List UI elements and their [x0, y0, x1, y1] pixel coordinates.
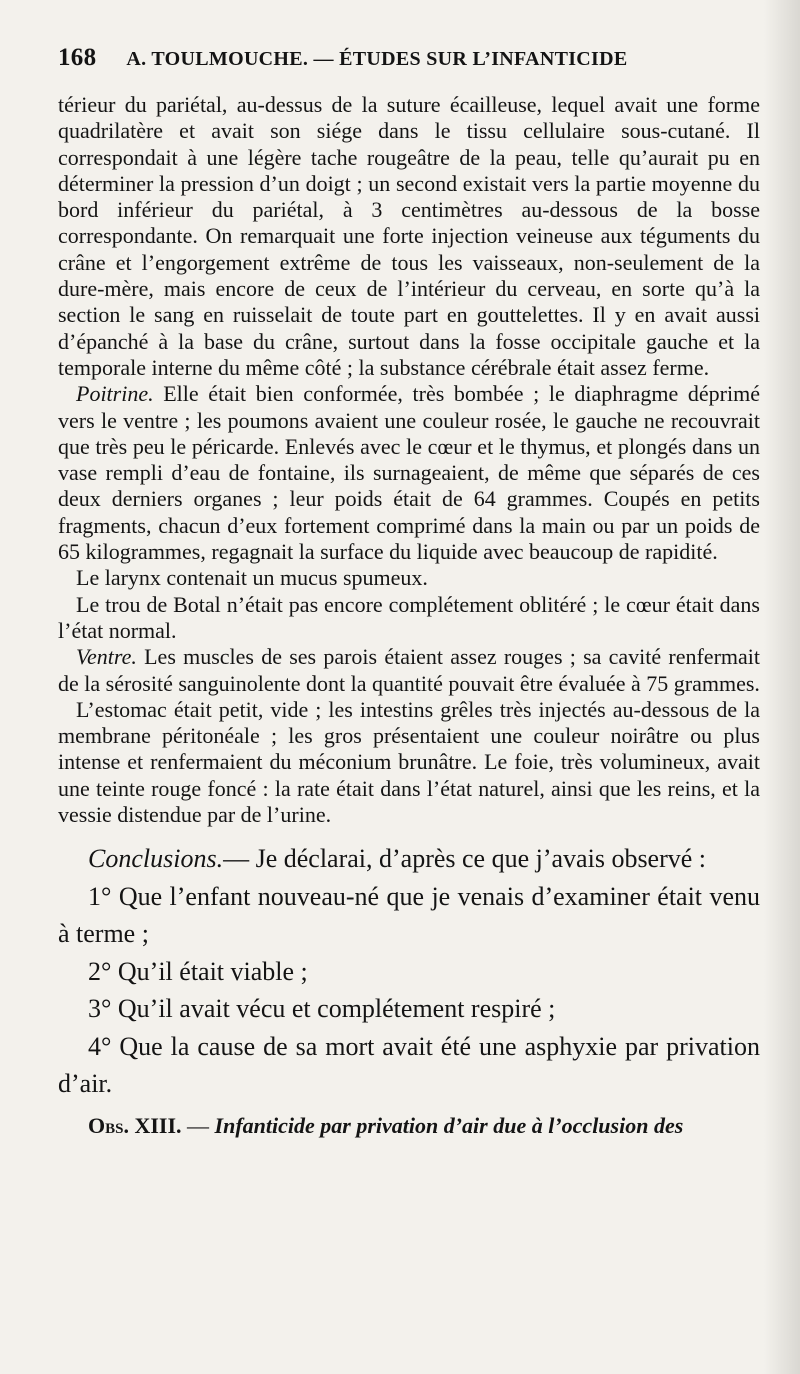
conclusions-intro: [58, 840, 760, 878]
conclusion-item: 4° Que la cause de sa mort avait été une asphyxie par privation d’air.: [58, 1031, 760, 1099]
conclusions-lead: Conclusions.: [88, 844, 224, 874]
paragraph-abdomen: [58, 644, 760, 697]
section-lead-poitrine: Poitrine.: [76, 381, 154, 407]
paragraph-text: Le trou de Botal n’était pas encore complétement oblitéré ; le cœur était dans l’état normal.: [58, 591, 760, 643]
conclusions-section: [58, 840, 760, 1103]
conclusion-item: 1° Que l’enfant nouveau-né que je venais d’examiner était venu à terme ;: [58, 881, 760, 949]
paragraph-text: Elle était bien conformée, très bombée ; le diaphragme déprimé vers le ventre ; les poumons avaient une couleur rosée, le gauche ne recouvrait que très peu le péricarde. Enlevés avec le cœur et le thymus, et plongés dans un vase rempli d’eau de fontaine, ils surnageaient, de même que séparés de ces deux derniers organes ; leur poids était de 64 grammes. Coupés en petits fragments, chacun d’eux fortement comprimé dans la main ou par un poids de 65 kilogrammes, regagnait la surface du liquide avec beaucoup de rapidité.: [58, 381, 760, 565]
paragraph-stomach: [58, 697, 760, 828]
paragraph-botal: [58, 592, 760, 645]
paragraph-text: L’estomac était petit, vide ; les intestins grêles très injectés au-dessous de la membrane péritonéale ; les gros présentaient une couleur noirâtre ou plus intense et renfermaient du méconium brunâtre. Le foie, très volumineux, avait une teinte rouge foncé : la rate était dans l’état naturel, ainsi que les reins, et la vessie distendue par de l’urine.: [58, 696, 760, 828]
section-lead-ventre: Ventre.: [76, 644, 137, 670]
page-edge-shadow: [764, 0, 800, 1374]
observation-dash: —: [181, 1112, 215, 1138]
running-head: A. TOULMOUCHE. — ÉTUDES SUR L’INFANTICIDE: [126, 48, 628, 70]
paragraph-larynx: [58, 565, 760, 591]
paragraph-text: térieur du pariétal, au-dessus de la suture écailleuse, lequel avait une forme quadrilatère et avait son siége dans le tissu cellulaire sous-cutané. Il correspondait à une légère tache rougeâtre de la peau, telle qu’aurait pu en déterminer la pression d’un doigt ; un second existait vers la partie moyenne du bord inférieur du pariétal, à 3 centimètres au-dessous de la bosse correspondante. On remarquait une forte injection veineuse aux téguments du crâne et l’engorgement extrême de tous les vaisseaux, non-seulement de la dure-mère, mais encore de ceux de l’intérieur du cerveau, en sorte qu’à la section le sang en ruisselait de toute part en gouttelettes. Il y en avait aussi d’épanché à la base du crâne, surtout dans la fosse occipitale gauche et la temporale interne du même côté ; la substance cérébrale était assez ferme.: [58, 92, 760, 380]
conclusions-intro-text: — Je déclarai, d’après ce que j’avais observé :: [223, 844, 707, 874]
conclusion-item: 3° Qu’il avait vécu et complétement respiré ;: [88, 994, 556, 1024]
paragraph-skull: [58, 92, 760, 381]
body-text: [58, 92, 760, 828]
paragraph-thorax: [58, 381, 760, 565]
paragraph-text: Les muscles de ses parois étaient assez rouges ; sa cavité renfermait de la sérosité sanguinolente dont la quantité pouvait être évaluée à 75 grammes.: [58, 644, 760, 696]
page-number: 168: [58, 44, 97, 71]
observation-title: Infanticide par privation d’air due à l’occlusion des: [214, 1112, 684, 1138]
observation-heading: [58, 1112, 760, 1140]
book-page: [58, 44, 760, 1140]
paragraph-text: Le larynx contenait un mucus spumeux.: [76, 565, 428, 591]
observation-label: Obs. XIII.: [88, 1112, 182, 1138]
page-header: [58, 44, 760, 72]
conclusion-item: 2° Qu’il était viable ;: [88, 956, 308, 986]
